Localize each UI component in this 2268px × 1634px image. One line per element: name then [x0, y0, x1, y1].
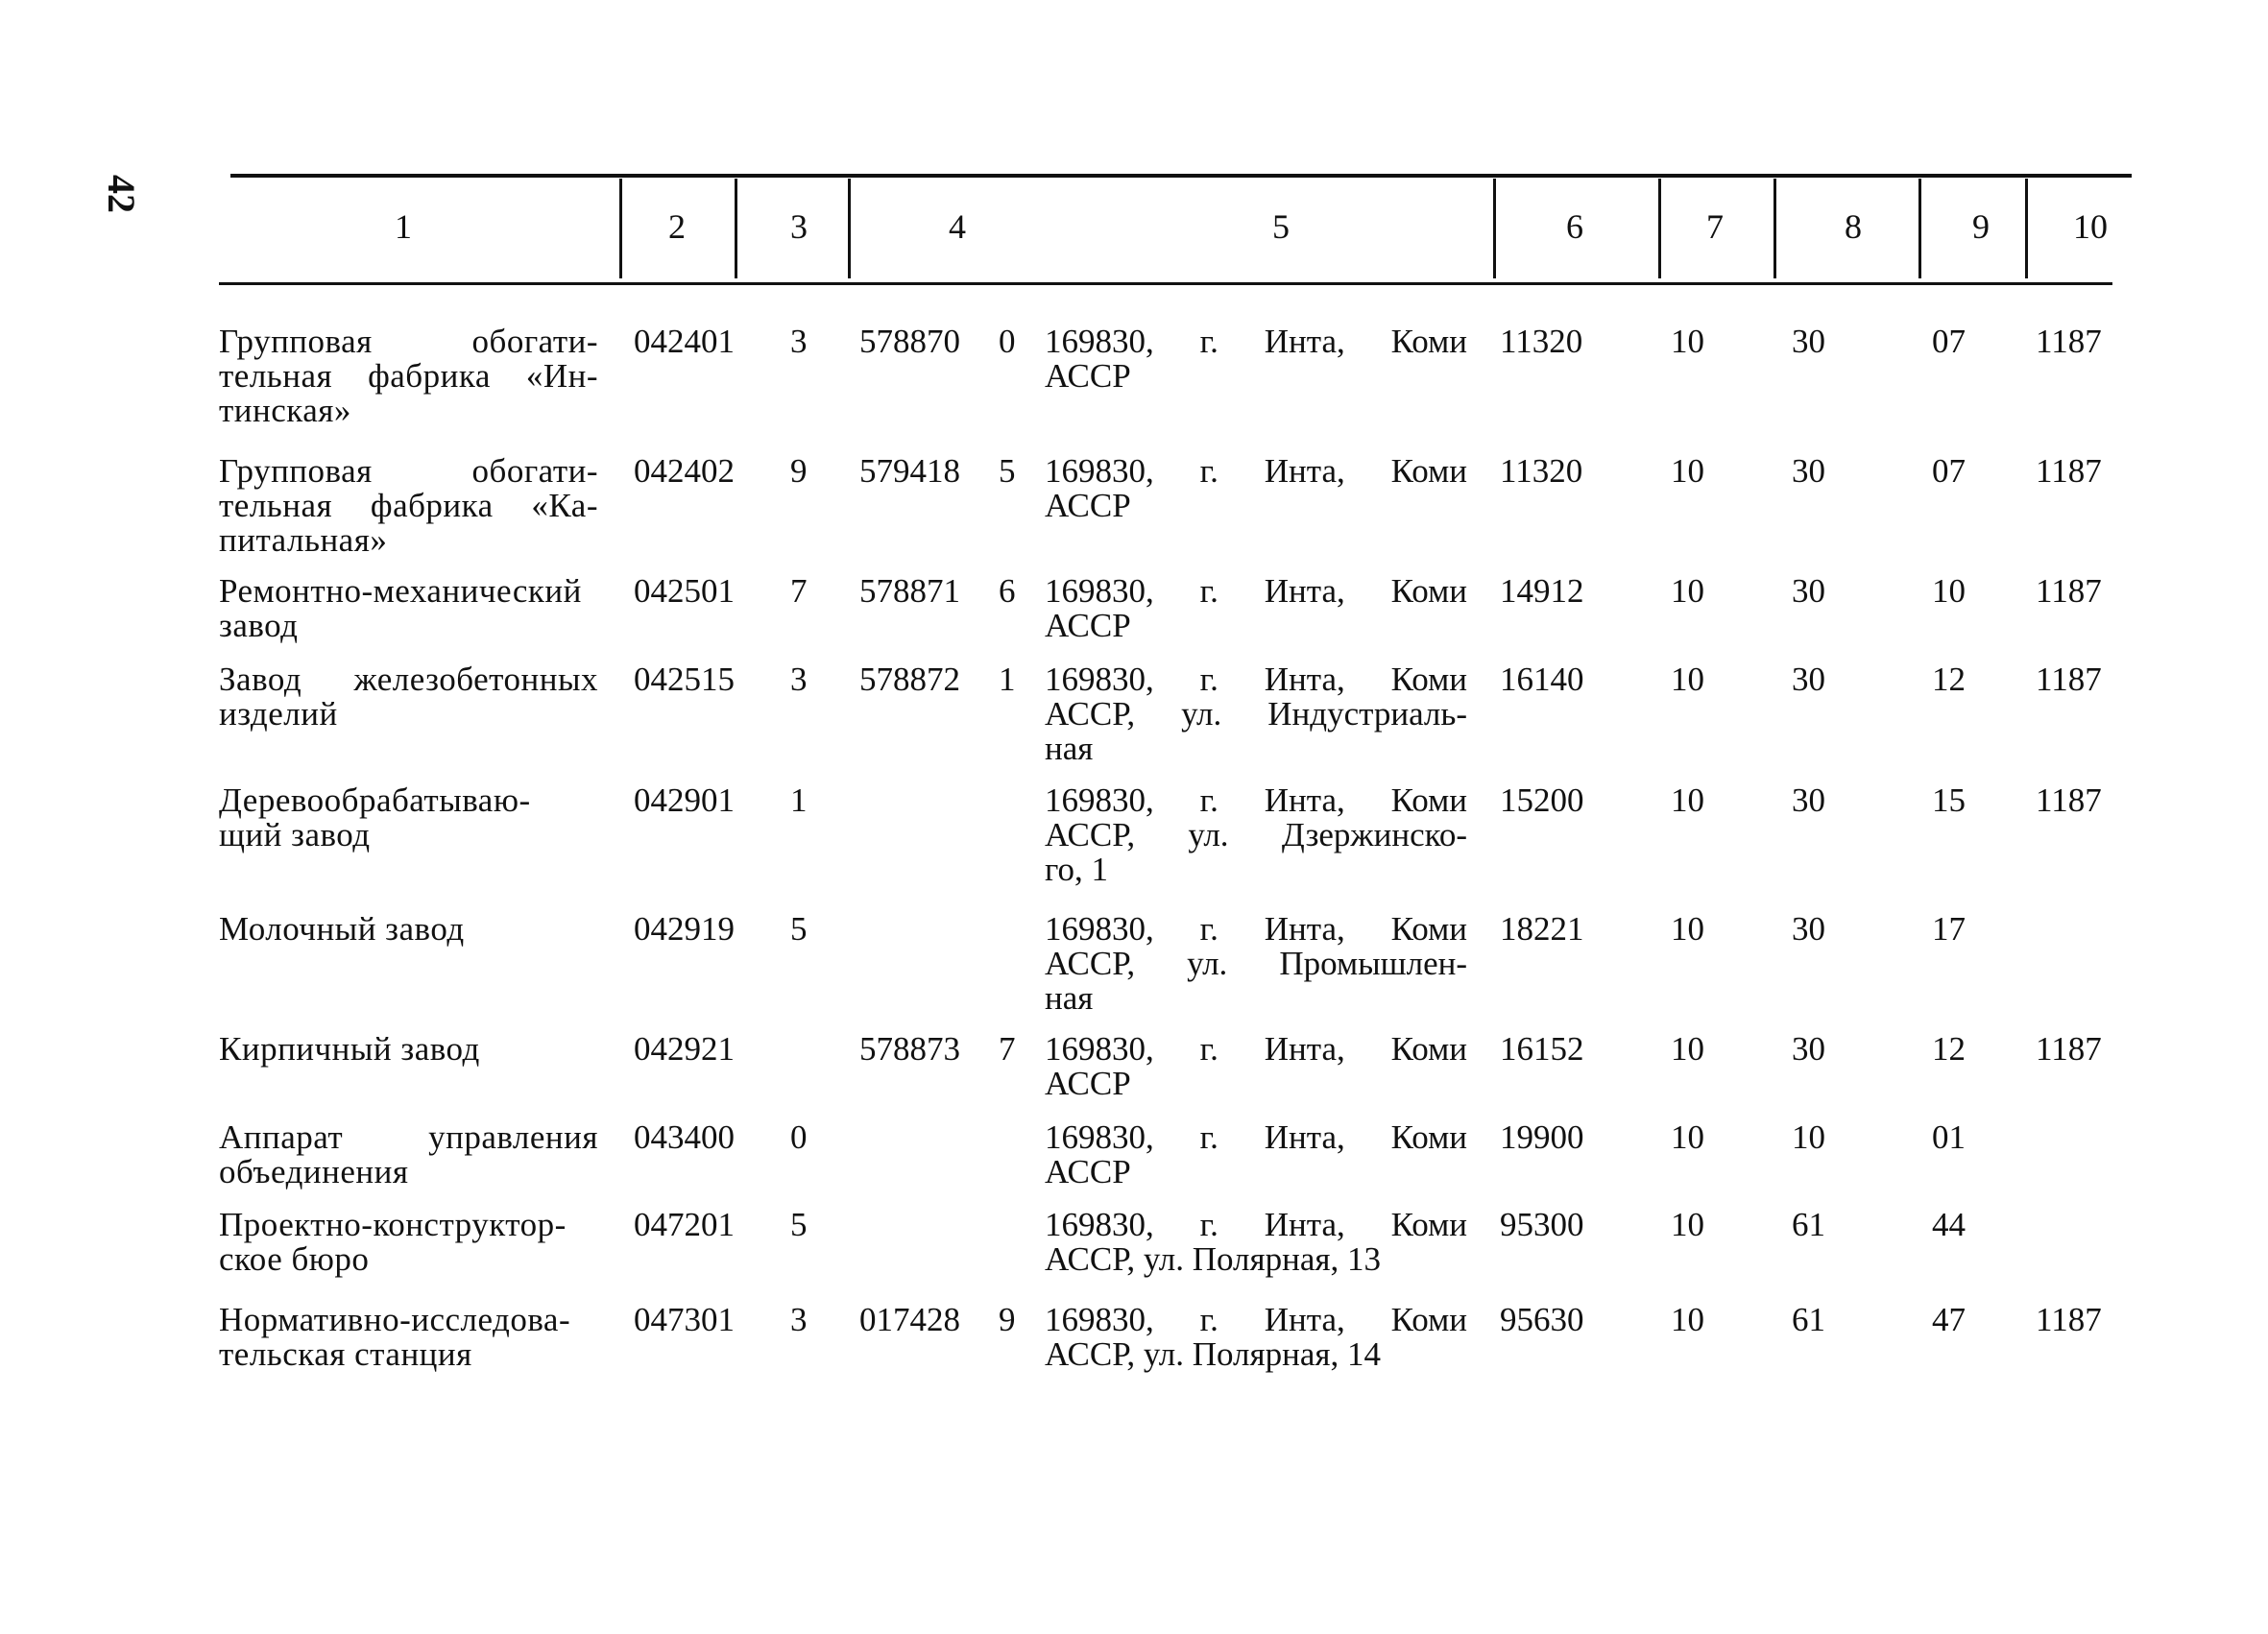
col-9-value: 44 — [1932, 1206, 1966, 1243]
okonh-code: 578870 — [859, 323, 960, 360]
enterprise-name-line: изделий — [219, 695, 338, 733]
address — [1045, 783, 1467, 887]
address-line: АССР, ул. Полярная, 14 — [1045, 1335, 1381, 1373]
table-top-rule — [230, 174, 2132, 178]
address-line: АССР — [1045, 1065, 1131, 1102]
col-6-value: 19900 — [1500, 1118, 1584, 1156]
enterprise-name-line: щий завод — [219, 816, 371, 853]
enterprise-name-line: тельная фабрика «Ин- — [219, 357, 598, 395]
enterprise-name — [219, 783, 598, 853]
col-10-value: 1187 — [2036, 452, 2102, 490]
address-line: 169830, г. Инта, Коми — [1045, 781, 1467, 819]
address — [1045, 1120, 1467, 1189]
enterprise-name — [219, 574, 598, 643]
enterprise-name-line: Кирпичный завод — [219, 1030, 480, 1068]
enterprise-name-line: Проектно-конструктор- — [219, 1206, 567, 1243]
enterprise-code: 042901 — [634, 781, 735, 819]
enterprise-name-line: ское бюро — [219, 1240, 370, 1278]
address-line: 169830, г. Инта, Коми — [1045, 323, 1467, 360]
enterprise-name-line: Нормативно-исследова- — [219, 1301, 571, 1338]
column-separator — [1493, 179, 1496, 278]
col-8-value: 30 — [1792, 910, 1825, 948]
col-7-value: 10 — [1671, 1030, 1704, 1068]
col-8-value: 30 — [1792, 323, 1825, 360]
address-line: 169830, г. Инта, Коми — [1045, 910, 1467, 948]
header-col-2: 2 — [668, 207, 686, 246]
address-line: 169830, г. Инта, Коми — [1045, 572, 1467, 610]
okonh-code: 579418 — [859, 452, 960, 490]
enterprise-name-line: питальная» — [219, 521, 388, 559]
col-10-value: 1187 — [2036, 323, 2102, 360]
address — [1045, 454, 1467, 523]
enterprise-name-line: тинская» — [219, 392, 351, 429]
header-col-3: 3 — [790, 207, 808, 246]
okonh-check-digit: 7 — [999, 1030, 1016, 1068]
address-line: АССР, ул. Дзержинско- — [1045, 816, 1467, 853]
okonh-check-digit: 6 — [999, 572, 1016, 610]
address — [1045, 1208, 1467, 1277]
col-9-value: 47 — [1932, 1301, 1966, 1338]
code-check-digit: 1 — [790, 781, 808, 819]
column-separator — [619, 179, 622, 278]
enterprise-name-line: Аппарат управления — [219, 1118, 598, 1156]
col-7-value: 10 — [1671, 323, 1704, 360]
address-line: ная — [1045, 730, 1094, 767]
col-7-value: 10 — [1671, 781, 1704, 819]
address-line: 169830, г. Инта, Коми — [1045, 1206, 1467, 1243]
okonh-check-digit: 9 — [999, 1301, 1016, 1338]
col-8-value: 30 — [1792, 1030, 1825, 1068]
address-line: 169830, г. Инта, Коми — [1045, 1301, 1467, 1338]
col-6-value: 95630 — [1500, 1301, 1584, 1338]
col-10-value: 1187 — [2036, 572, 2102, 610]
col-8-value: 30 — [1792, 452, 1825, 490]
col-6-value: 16140 — [1500, 661, 1584, 698]
enterprise-code: 042919 — [634, 910, 735, 948]
header-col-7: 7 — [1706, 207, 1724, 246]
enterprise-code: 042401 — [634, 323, 735, 360]
col-6-value: 15200 — [1500, 781, 1584, 819]
code-check-digit: 9 — [790, 452, 808, 490]
address-line: АССР — [1045, 357, 1131, 395]
enterprise-name — [219, 1032, 598, 1067]
col-6-value: 11320 — [1500, 323, 1583, 360]
address-line: АССР, ул. Индустриаль- — [1045, 695, 1467, 733]
header-col-4: 4 — [949, 207, 966, 246]
enterprise-code: 042515 — [634, 661, 735, 698]
header-col-5: 5 — [1272, 207, 1290, 246]
column-separator — [1773, 179, 1776, 278]
enterprise-name-line: Деревообрабатываю- — [219, 781, 531, 819]
okonh-check-digit: 1 — [999, 661, 1016, 698]
code-check-digit: 5 — [790, 910, 808, 948]
okonh-code: 578873 — [859, 1030, 960, 1068]
enterprise-name — [219, 324, 598, 428]
code-check-digit: 7 — [790, 572, 808, 610]
address — [1045, 912, 1467, 1016]
column-separator — [848, 179, 851, 278]
header-col-8: 8 — [1845, 207, 1862, 246]
enterprise-code: 043400 — [634, 1118, 735, 1156]
col-9-value: 12 — [1932, 661, 1966, 698]
address-line: 169830, г. Инта, Коми — [1045, 1118, 1467, 1156]
col-9-value: 15 — [1932, 781, 1966, 819]
col-9-value: 01 — [1932, 1118, 1966, 1156]
column-separator — [2025, 179, 2028, 278]
col-8-value: 30 — [1792, 661, 1825, 698]
enterprise-name-line: Молочный завод — [219, 910, 465, 948]
col-9-value: 10 — [1932, 572, 1966, 610]
col-7-value: 10 — [1671, 910, 1704, 948]
address — [1045, 1032, 1467, 1101]
address-line: 169830, г. Инта, Коми — [1045, 661, 1467, 698]
col-8-value: 30 — [1792, 572, 1825, 610]
enterprise-name-line: Завод железобетонных — [219, 661, 598, 698]
enterprise-name-line: Групповая обогати- — [219, 452, 598, 490]
address-line: 169830, г. Инта, Коми — [1045, 452, 1467, 490]
header-col-6: 6 — [1566, 207, 1583, 246]
address-line: АССР, ул. Полярная, 13 — [1045, 1240, 1381, 1278]
okonh-code: 017428 — [859, 1301, 960, 1338]
enterprise-name — [219, 1120, 598, 1189]
okonh-check-digit: 0 — [999, 323, 1016, 360]
enterprise-code: 042402 — [634, 452, 735, 490]
col-9-value: 07 — [1932, 323, 1966, 360]
col-6-value: 11320 — [1500, 452, 1583, 490]
page-number: 42 — [100, 175, 143, 213]
address-line: ная — [1045, 979, 1094, 1017]
address — [1045, 1303, 1467, 1372]
enterprise-name — [219, 912, 598, 947]
enterprise-name-line: завод — [219, 607, 299, 644]
column-separator — [1918, 179, 1921, 278]
col-9-value: 07 — [1932, 452, 1966, 490]
col-6-value: 16152 — [1500, 1030, 1584, 1068]
enterprise-name-line: объединения — [219, 1153, 409, 1190]
enterprise-code: 047201 — [634, 1206, 735, 1243]
enterprise-name — [219, 1208, 598, 1277]
enterprise-code: 042501 — [634, 572, 735, 610]
col-7-value: 10 — [1671, 572, 1704, 610]
code-check-digit: 3 — [790, 323, 808, 360]
col-6-value: 14912 — [1500, 572, 1584, 610]
address-line: АССР — [1045, 487, 1131, 524]
enterprise-name — [219, 662, 598, 732]
col-7-value: 10 — [1671, 661, 1704, 698]
address-line: АССР — [1045, 1153, 1131, 1190]
table-header-rule — [219, 282, 2112, 285]
col-9-value: 12 — [1932, 1030, 1966, 1068]
column-separator — [1658, 179, 1661, 278]
address — [1045, 324, 1467, 394]
col-7-value: 10 — [1671, 1118, 1704, 1156]
col-10-value: 1187 — [2036, 661, 2102, 698]
code-check-digit: 0 — [790, 1118, 808, 1156]
col-7-value: 10 — [1671, 452, 1704, 490]
enterprise-code: 042921 — [634, 1030, 735, 1068]
enterprise-name-line: тельская станция — [219, 1335, 472, 1373]
col-8-value: 61 — [1792, 1301, 1825, 1338]
okonh-check-digit: 5 — [999, 452, 1016, 490]
col-8-value: 30 — [1792, 781, 1825, 819]
header-col-9: 9 — [1972, 207, 1990, 246]
col-9-value: 17 — [1932, 910, 1966, 948]
okonh-code: 578872 — [859, 661, 960, 698]
enterprise-code: 047301 — [634, 1301, 735, 1338]
address — [1045, 662, 1467, 766]
col-10-value: 1187 — [2036, 1030, 2102, 1068]
code-check-digit: 3 — [790, 661, 808, 698]
address-line: го, 1 — [1045, 851, 1108, 888]
address-line: АССР, ул. Промышлен- — [1045, 945, 1467, 982]
okonh-code: 578871 — [859, 572, 960, 610]
enterprise-name-line: Групповая обогати- — [219, 323, 598, 360]
enterprise-name — [219, 1303, 598, 1372]
col-7-value: 10 — [1671, 1206, 1704, 1243]
enterprise-name — [219, 454, 598, 558]
code-check-digit: 3 — [790, 1301, 808, 1338]
enterprise-name-line: Ремонтно-механический — [219, 572, 582, 610]
col-6-value: 95300 — [1500, 1206, 1584, 1243]
address-line: 169830, г. Инта, Коми — [1045, 1030, 1467, 1068]
header-col-10: 10 — [2073, 207, 2108, 246]
code-check-digit: 5 — [790, 1206, 808, 1243]
col-10-value: 1187 — [2036, 1301, 2102, 1338]
address — [1045, 574, 1467, 643]
col-10-value: 1187 — [2036, 781, 2102, 819]
col-8-value: 61 — [1792, 1206, 1825, 1243]
enterprise-name-line: тельная фабрика «Ка- — [219, 487, 598, 524]
column-separator — [735, 179, 737, 278]
col-6-value: 18221 — [1500, 910, 1584, 948]
col-8-value: 10 — [1792, 1118, 1825, 1156]
col-7-value: 10 — [1671, 1301, 1704, 1338]
address-line: АССР — [1045, 607, 1131, 644]
header-col-1: 1 — [395, 207, 412, 246]
